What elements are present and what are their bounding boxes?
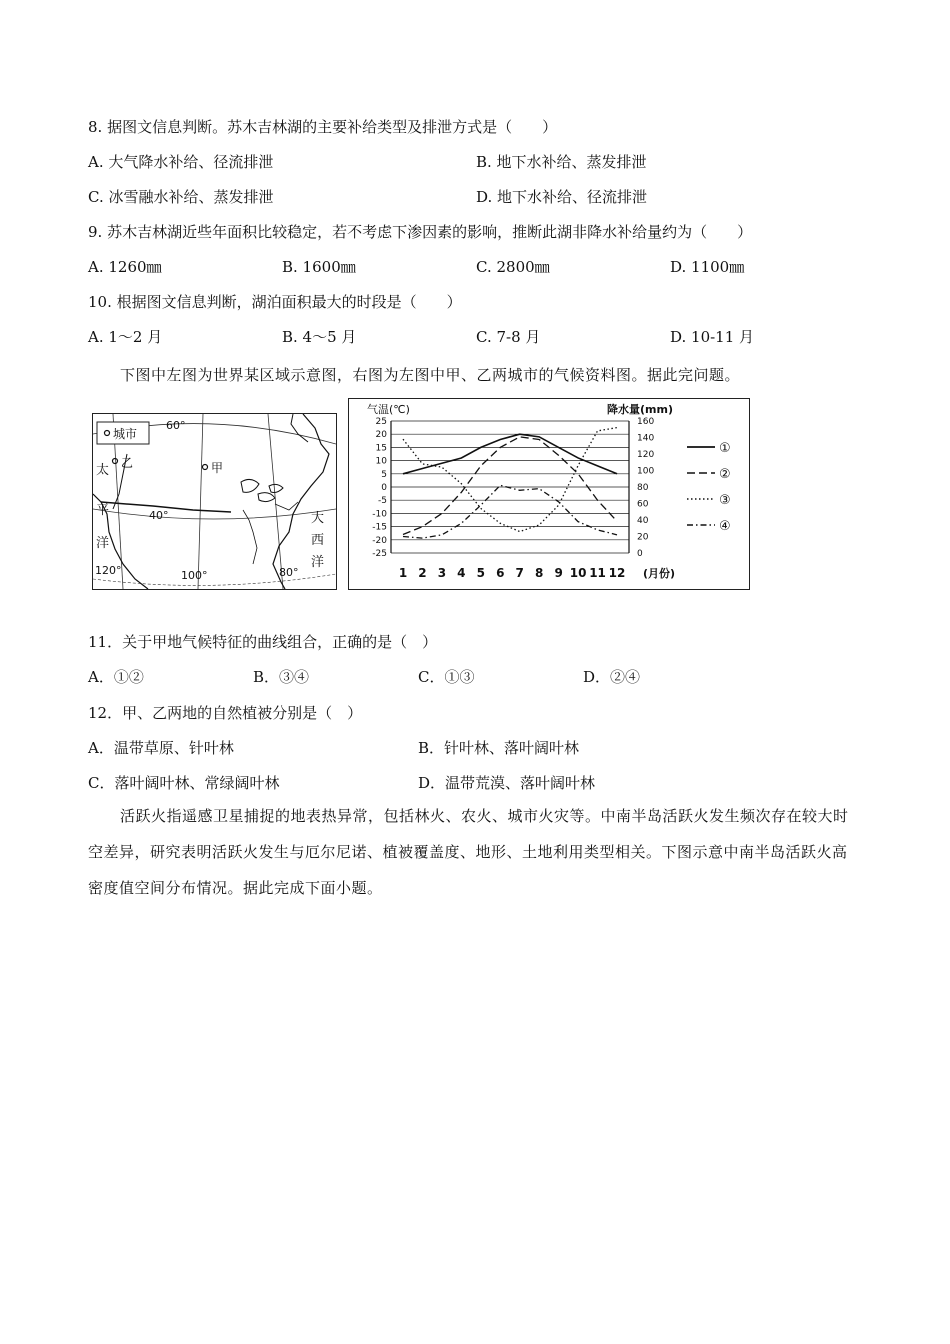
q8-option-b: B. 地下水补给、蒸发排泄 bbox=[476, 153, 647, 171]
series-line-4 bbox=[403, 485, 617, 538]
left-tick-label: -20 bbox=[372, 535, 387, 546]
right-tick-label: 0 bbox=[637, 549, 643, 559]
left-tick-label: 15 bbox=[375, 443, 387, 454]
x-tick-label: 2 bbox=[418, 566, 427, 580]
left-tick-label: -15 bbox=[372, 522, 387, 533]
right-tick-label: 80 bbox=[637, 483, 649, 493]
great-lake-3 bbox=[269, 484, 283, 492]
x-tick-label: 5 bbox=[476, 566, 485, 580]
q9-option-b: B. 1600㎜ bbox=[282, 258, 356, 276]
series-line-2 bbox=[403, 437, 617, 535]
label-lat-60: 60° bbox=[166, 419, 186, 432]
right-tick-label: 140 bbox=[637, 433, 655, 444]
atlantic-label-3: 洋 bbox=[311, 555, 325, 570]
q9-option-a: A. 1260㎜ bbox=[88, 258, 162, 276]
great-lake-2 bbox=[258, 493, 275, 502]
q11-option-c: C．①③ bbox=[418, 668, 475, 686]
legend-label-2: ② bbox=[719, 467, 731, 482]
q9-option-c: C. 2800㎜ bbox=[476, 258, 550, 276]
meridian-80 bbox=[268, 414, 283, 589]
city-yi-icon bbox=[113, 459, 118, 464]
q8-option-c: C. 冰雪融水补给、蒸发排泄 bbox=[88, 188, 274, 206]
q11-option-d: D．②④ bbox=[583, 668, 641, 686]
label-lon-80: 80° bbox=[279, 566, 299, 579]
q10-option-b: B. 4～5 月 bbox=[282, 328, 357, 346]
q12-option-a: A．温带草原、针叶林 bbox=[88, 739, 234, 757]
city-yi-label: 乙 bbox=[121, 456, 134, 470]
q10-option-c: C. 7-8 月 bbox=[476, 328, 541, 346]
left-tick-label: 20 bbox=[375, 430, 387, 441]
grid-layer bbox=[391, 421, 629, 553]
q11-stem: 11．关于甲地气候特征的曲线组合，正确的是（ ） bbox=[88, 633, 438, 651]
hudson-coast bbox=[291, 414, 308, 442]
series-line-3 bbox=[403, 428, 617, 532]
right-tick-label: 160 bbox=[637, 417, 655, 427]
legend-label-1: ① bbox=[719, 441, 731, 456]
pacific-label-2: 平 bbox=[96, 503, 110, 518]
q12-option-b: B．针叶林、落叶阔叶林 bbox=[418, 739, 580, 757]
q12-option-d: D．温带荒漠、落叶阔叶林 bbox=[418, 774, 596, 792]
label-lat-40: 40° bbox=[149, 509, 169, 522]
series-layer bbox=[403, 428, 617, 539]
left-tick-label: -25 bbox=[372, 549, 387, 559]
right-tick-label: 120 bbox=[637, 450, 655, 460]
pacific-label-1: 太 bbox=[96, 463, 110, 478]
pacific-label-3: 洋 bbox=[96, 536, 110, 551]
left-tick-label: 10 bbox=[375, 456, 387, 467]
right-tick-label: 100 bbox=[637, 466, 655, 477]
q9-stem: 9. 苏木吉林湖近些年面积比较稳定，若不考虑下渗因素的影响，推断此湖非降水补给量约为（ ） bbox=[88, 223, 753, 241]
x-axis-unit: (月份) bbox=[643, 567, 676, 580]
right-tick-label: 60 bbox=[637, 499, 649, 510]
x-tick-label: 12 bbox=[608, 566, 626, 580]
label-lon-120: 120° bbox=[95, 564, 122, 577]
climate-chart-svg bbox=[349, 399, 749, 589]
left-tick-label: -5 bbox=[378, 496, 387, 507]
q11-option-b: B．③④ bbox=[253, 668, 310, 686]
intro-paragraph-2: 活跃火指遥感卫星捕捉的地表热异常，包括林火、农火、城市火灾等。中南半岛活跃火发生频次存在较大时空差异，研究表明活跃火发生与厄尔尼诺、植被覆盖度、地形、土地利用类型相关。下图示意中南半岛活跃火高密度值空间分布情况。据此完成下面小题。 bbox=[88, 807, 849, 897]
x-tick-label: 6 bbox=[496, 566, 505, 580]
q9-option-d: D. 1100㎜ bbox=[670, 258, 745, 276]
right-axis-label: 降水量(mm) bbox=[607, 403, 673, 416]
right-tick-label: 40 bbox=[637, 516, 649, 526]
q11-option-a: A．①② bbox=[88, 668, 144, 686]
q12-option-c: C．落叶阔叶林、常绿阔叶林 bbox=[88, 774, 280, 792]
x-tick-label: 10 bbox=[569, 566, 587, 580]
city-jia-icon bbox=[203, 465, 208, 470]
series-line-1 bbox=[403, 434, 617, 474]
q10-stem: 10. 根据图文信息判断，湖泊面积最大的时段是（ ） bbox=[88, 293, 462, 311]
x-tick-label: 7 bbox=[515, 566, 524, 580]
x-tick-label: 4 bbox=[457, 566, 466, 580]
st-lawrence-river bbox=[275, 502, 298, 510]
q8-option-d: D. 地下水补给、径流排泄 bbox=[476, 188, 648, 206]
x-tick-label: 1 bbox=[398, 566, 408, 580]
x-tick-label: 3 bbox=[437, 566, 447, 580]
tick-layer bbox=[372, 417, 654, 580]
left-axis-label: 气温(℃) bbox=[367, 403, 410, 416]
legend-label-3: ③ bbox=[719, 493, 731, 508]
region-map bbox=[92, 413, 337, 590]
atlantic-label-2: 西 bbox=[311, 533, 325, 548]
q10-option-d: D. 10-11 月 bbox=[670, 328, 755, 346]
tropic-line bbox=[93, 574, 336, 585]
climate-chart bbox=[348, 398, 750, 590]
right-tick-label: 20 bbox=[637, 532, 649, 543]
left-tick-label: 25 bbox=[375, 417, 387, 427]
x-tick-label: 9 bbox=[554, 566, 563, 580]
label-lon-100: 100° bbox=[181, 569, 208, 582]
city-jia-label: 甲 bbox=[211, 461, 224, 475]
q8-stem: 8. 据图文信息判断。苏木吉林湖的主要补给类型及排泄方式是（ ） bbox=[88, 118, 558, 136]
q12-stem: 12．甲、乙两地的自然植被分别是（ ） bbox=[88, 704, 363, 722]
great-lake-1 bbox=[241, 479, 259, 492]
legend-label-4: ④ bbox=[719, 519, 731, 534]
map-svg bbox=[93, 414, 336, 589]
intro-paragraph-1: 下图中左图为世界某区域示意图，右图为左图中甲、乙两城市的气候资料图。据此完问题。 bbox=[120, 366, 741, 384]
chart-legend bbox=[687, 441, 731, 534]
legend-label: 城市 bbox=[113, 427, 138, 441]
atlantic-label-1: 大 bbox=[311, 511, 325, 526]
left-tick-label: 5 bbox=[381, 469, 387, 480]
q8-option-a: A. 大气降水补给、径流排泄 bbox=[88, 153, 274, 171]
q10-option-a: A. 1～2 月 bbox=[88, 328, 163, 346]
meridian-100 bbox=[198, 414, 203, 589]
x-tick-label: 11 bbox=[589, 566, 606, 580]
x-tick-label: 8 bbox=[535, 566, 544, 580]
left-tick-label: 0 bbox=[381, 483, 387, 493]
left-tick-label: -10 bbox=[372, 509, 387, 520]
